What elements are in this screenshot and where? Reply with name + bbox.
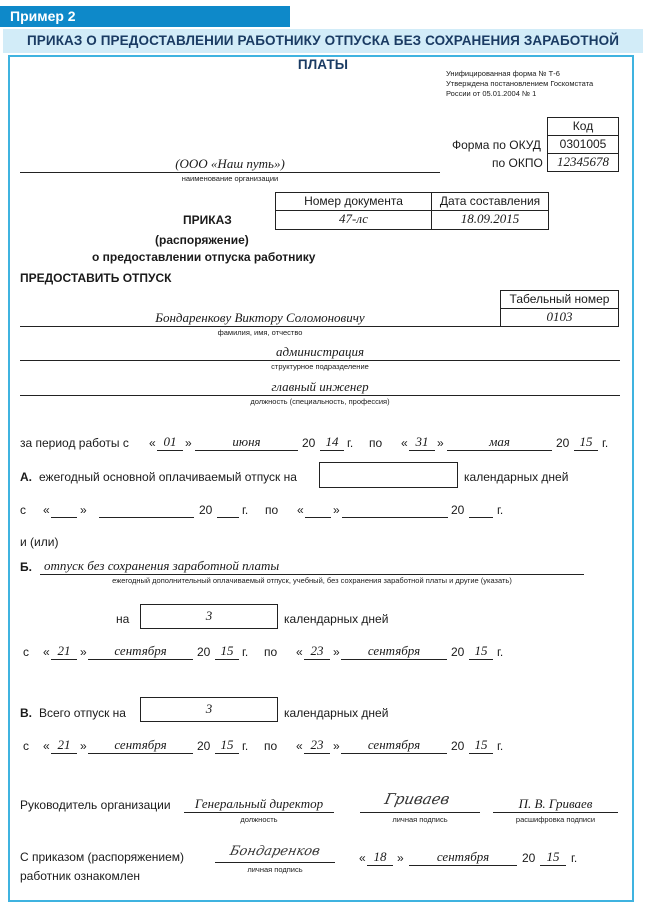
prikaz-subtitle: (распоряжение) — [155, 233, 249, 247]
section-v-to-month: сентября — [367, 737, 421, 752]
section-b-days: 3 — [205, 608, 213, 623]
employee-name: Бондаренкову Виктору Соломоновичу — [155, 310, 365, 325]
example-label: Пример 2 — [0, 6, 290, 27]
period-label: за период работы с — [20, 436, 129, 450]
prikaz-subject: о предоставлении отпуска работнику — [92, 250, 316, 264]
acquaint-month: сентября — [436, 849, 490, 864]
doc-date-value: 18.09.2015 — [431, 210, 549, 230]
employee-signature: Бондаренков — [228, 844, 322, 859]
position: главный инженер — [271, 379, 369, 394]
section-b-to-month: сентября — [367, 643, 421, 658]
section-v-to-day: 23 — [310, 737, 324, 752]
section-v-from-month: сентября — [114, 737, 167, 752]
document-title: ПРИКАЗ О ПРЕДОСТАВЛЕНИИ РАБОТНИКУ ОТПУСКА БЕЗ СОХРАНЕНИЯ ЗАРАБОТНОЙ ПЛАТЫ — [3, 29, 643, 53]
section-v-from-day: 21 — [57, 737, 71, 752]
acquaint-label-2: работник ознакомлен — [20, 869, 140, 883]
okud-value: 0301005 — [547, 135, 619, 154]
section-v-label: Всего отпуск на — [39, 706, 126, 720]
doc-date-header: Дата составления — [431, 192, 549, 211]
tab-number-header: Табельный номер — [500, 290, 619, 309]
head-name: П. В. Гриваев — [518, 796, 593, 811]
head-label: Руководитель организации — [20, 798, 171, 812]
section-b-from-year: 15 — [220, 643, 234, 658]
acquaint-year: 15 — [546, 849, 560, 864]
section-b-type: отпуск без сохранения заработной платы — [44, 558, 280, 573]
period-from-month: июня — [232, 434, 261, 449]
period-from-year: 14 — [325, 434, 339, 449]
form-meta-line2: Утверждена постановлением Госкомстата — [446, 79, 594, 88]
period-to-day: 31 — [415, 434, 429, 449]
employee-caption: фамилия, имя, отчество — [217, 328, 303, 337]
acquaint-label-1: С приказом (распоряжением) — [20, 850, 185, 864]
okpo-value: 12345678 — [547, 153, 619, 172]
department-caption: структурное подразделение — [271, 362, 369, 371]
okpo-label: по ОКПО — [492, 156, 543, 170]
head-signature: Гриваев — [383, 790, 452, 808]
period-from-day: 01 — [163, 434, 177, 449]
section-v-from-year: 15 — [220, 737, 234, 752]
section-v-to-year: 15 — [474, 737, 488, 752]
section-b-to-year: 15 — [474, 643, 488, 658]
section-a-label: ежегодный основной оплачиваемый отпуск на — [39, 470, 297, 484]
okud-label: Форма по ОКУД — [452, 138, 541, 152]
section-b-from-day: 21 — [57, 643, 71, 658]
department: администрация — [275, 344, 365, 359]
doc-number-value: 47-лс — [275, 210, 432, 230]
organization-name: (ООО «Наш путь») — [175, 156, 285, 171]
form-meta-line1: Унифицированная форма № Т-6 — [446, 69, 560, 78]
acquaint-day: 18 — [373, 849, 387, 864]
position-caption: должность (специальность, профессия) — [250, 397, 390, 406]
section-b-caption: ежегодный дополнительный оплачиваемый отпуск, учебный, без сохранения заработной платы и другие (указать) — [112, 576, 512, 585]
section-a-days-box — [319, 462, 458, 488]
section-b-to-day: 23 — [310, 643, 324, 658]
grant-heading: ПРЕДОСТАВИТЬ ОТПУСК — [20, 271, 172, 285]
tab-number-value: 0103 — [500, 308, 619, 327]
doc-number-header: Номер документа — [275, 192, 432, 211]
period-to-year: 15 — [579, 434, 593, 449]
period-to-month: мая — [489, 434, 510, 449]
section-b-from-month: сентября — [114, 643, 167, 658]
head-position: Генеральный директор — [194, 796, 324, 811]
form-meta-line3: России от 05.01.2004 № 1 — [446, 89, 537, 98]
prikaz-title: ПРИКАЗ — [183, 213, 232, 227]
code-header: Код — [547, 117, 619, 136]
and-or: и (или) — [20, 535, 59, 549]
section-v-days: 3 — [205, 701, 213, 716]
organization-caption: наименование организации — [181, 174, 279, 183]
